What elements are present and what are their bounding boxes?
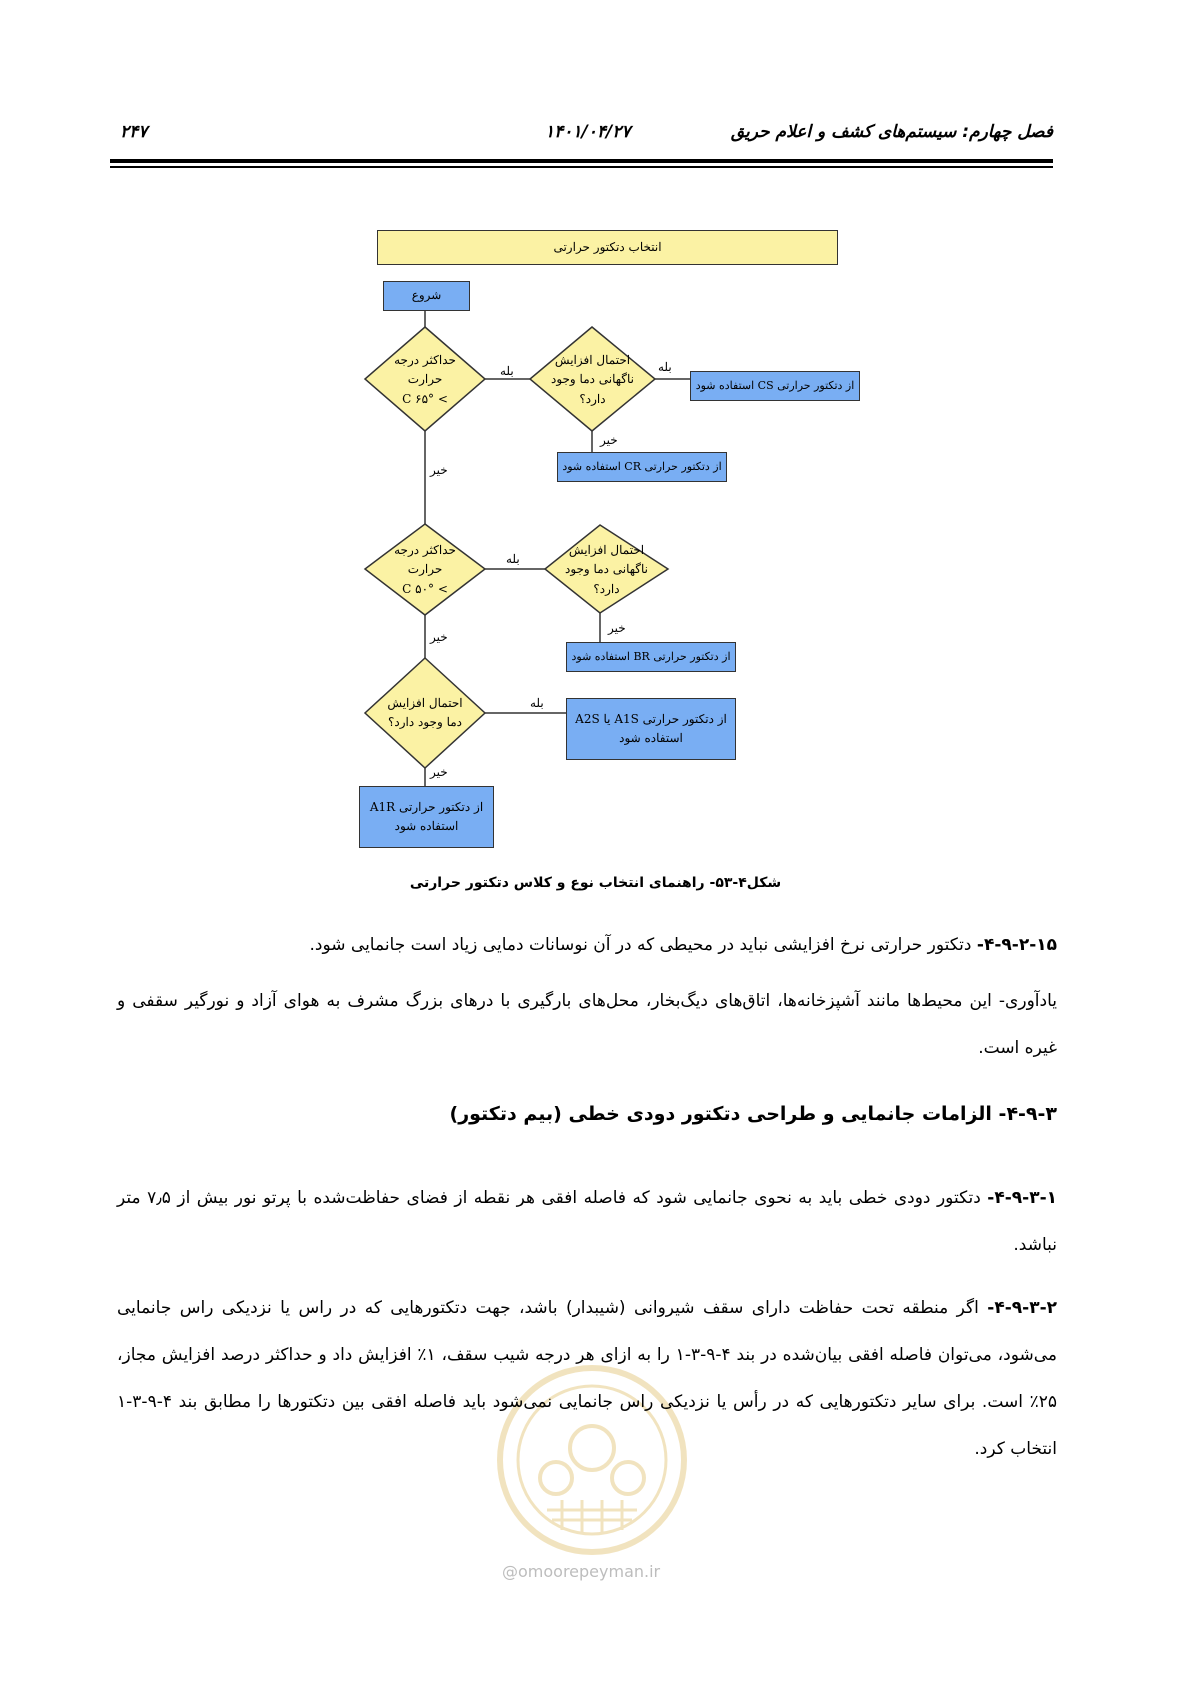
flowchart-title-box bbox=[377, 230, 838, 265]
watermark-text: @omoorepeyman.ir bbox=[502, 1562, 661, 1581]
clause-number: ۴-۹-۲-۱۵- bbox=[976, 935, 1057, 955]
result-a1s-line1: از دتکتور حرارتی A1S یا A2S bbox=[575, 711, 727, 726]
start-label: شروع bbox=[411, 288, 442, 303]
no-label: خیر bbox=[430, 463, 448, 477]
yes-label: بله bbox=[658, 360, 672, 374]
result-br-label: از دتکتور حرارتی BR استفاده شود bbox=[571, 650, 731, 664]
decision-text-max-temp-65 bbox=[365, 350, 485, 410]
yes-label: بله bbox=[500, 364, 514, 378]
figure-caption: شکل۴-۵۳- راهنمای انتخاب نوع و کلاس دتکتور حرارتی bbox=[409, 875, 782, 891]
decision-line: ناگهانی دما وجود bbox=[550, 372, 635, 387]
note-paragraph: یادآوری- این محیط‌ها مانند آشپزخانه‌ها، اتاق‌های دیگ‌بخار، محل‌های بارگیری با درهای بزرگ مشرف به هوای آزاد و نورگیر سقفی و غیره است. bbox=[117, 991, 1057, 1058]
decision-line: حرارت bbox=[407, 562, 443, 577]
clause-number: ۴-۹-۳-۱- bbox=[987, 1188, 1057, 1208]
flowchart-start-box bbox=[383, 281, 470, 311]
no-label: خیر bbox=[608, 621, 626, 635]
result-cr-label: از دتکتور حرارتی CR استفاده شود bbox=[562, 460, 722, 474]
result-a1r-line2: استفاده شود bbox=[394, 819, 459, 833]
decision-line: حداکثر درجه bbox=[394, 353, 456, 368]
decision-line: دارد؟ bbox=[579, 391, 606, 406]
decision-text-max-temp-50 bbox=[365, 540, 485, 600]
result-a1r-line1: از دتکتور حرارتی A1R bbox=[369, 799, 484, 814]
running-header-chapter: فصل چهارم: سیستم‌های کشف و اعلام حریق bbox=[730, 122, 1053, 142]
decision-text-sudden-rise-1 bbox=[530, 350, 655, 410]
result-box-a1r bbox=[359, 786, 494, 848]
yes-label: بله bbox=[506, 552, 520, 566]
paragraph-4-9-2-15 bbox=[117, 922, 1057, 969]
no-label: خیر bbox=[430, 765, 448, 779]
section-heading-4-9-3: ۴-۹-۳- الزامات جانمایی و طراحی دتکتور دودی خطی (بیم دتکتور) bbox=[449, 1103, 1057, 1125]
result-box-br bbox=[566, 642, 736, 672]
decision-text-sudden-rise-2 bbox=[545, 540, 668, 600]
paragraph-4-9-3-1 bbox=[117, 1175, 1057, 1269]
result-box-cr bbox=[557, 452, 727, 482]
yes-label: بله bbox=[530, 696, 544, 710]
decision-line: > ۶۵° C bbox=[402, 391, 448, 406]
decision-line: حداکثر درجه bbox=[394, 543, 456, 558]
result-cs-label: از دتکتور حرارتی CS استفاده شود bbox=[695, 379, 855, 393]
running-header-date: ۱۴۰۱/۰۴/۲۷ bbox=[545, 122, 631, 142]
decision-line: ناگهانی دما وجود bbox=[564, 562, 649, 577]
clause-text: اگر منطقه تحت حفاظت دارای سقف شیروانی (شیبدار) باشد، جهت دتکتورهایی که در راس یا نزدیکی راس جانمایی می‌شود، می‌توان فاصله افقی بیان‌شده در بند ۴-۹-۳-۱ را به ازای هر درجه شیب سقف، ۱٪ افزایش داد و حداکثر درصد افزایش مجاز، ۲۵٪ است. برای سایر دتکتورهایی که در رأس یا نزدیکی راس جانمایی نمی‌شود باید فاصله افقی بین دتکتورها را مطابق بند ۴-۹-۳-۱ انتخاب کرد. bbox=[117, 1298, 1057, 1459]
page-number: ۲۴۷ bbox=[120, 122, 148, 142]
paragraph-4-9-3-2 bbox=[117, 1285, 1057, 1473]
clause-number: ۴-۹-۳-۲- bbox=[987, 1298, 1057, 1318]
clause-text: دتکتور دودی خطی باید به نحوی جانمایی شود که فاصله افقی هر نقطه از فضای حفاظت‌شده با پرتو نور بیش از ۷٫۵ متر نباشد. bbox=[117, 1188, 1057, 1255]
no-label: خیر bbox=[600, 433, 618, 447]
decision-line: احتمال افزایش bbox=[387, 695, 463, 710]
result-box-a1s-a2s bbox=[566, 698, 736, 760]
clause-text: دتکتور حرارتی نرخ افزایشی نباید در محیطی که در آن نوسانات دمایی زیاد است جانمایی شود. bbox=[309, 935, 977, 955]
decision-line: > ۵۰° C bbox=[402, 581, 448, 596]
no-label: خیر bbox=[430, 630, 448, 644]
result-a1s-line2: استفاده شود bbox=[619, 731, 683, 745]
decision-line: دارد؟ bbox=[593, 581, 620, 596]
decision-line: حرارت bbox=[407, 372, 443, 387]
result-box-cs bbox=[690, 371, 860, 401]
decision-line: احتمال افزایش bbox=[568, 543, 645, 558]
decision-text-sudden-rise-3 bbox=[365, 690, 485, 736]
decision-line: احتمال افزایش bbox=[554, 353, 631, 368]
decision-line: دما وجود دارد؟ bbox=[388, 715, 462, 729]
flowchart-title: انتخاب دتکتور حرارتی bbox=[553, 239, 662, 254]
